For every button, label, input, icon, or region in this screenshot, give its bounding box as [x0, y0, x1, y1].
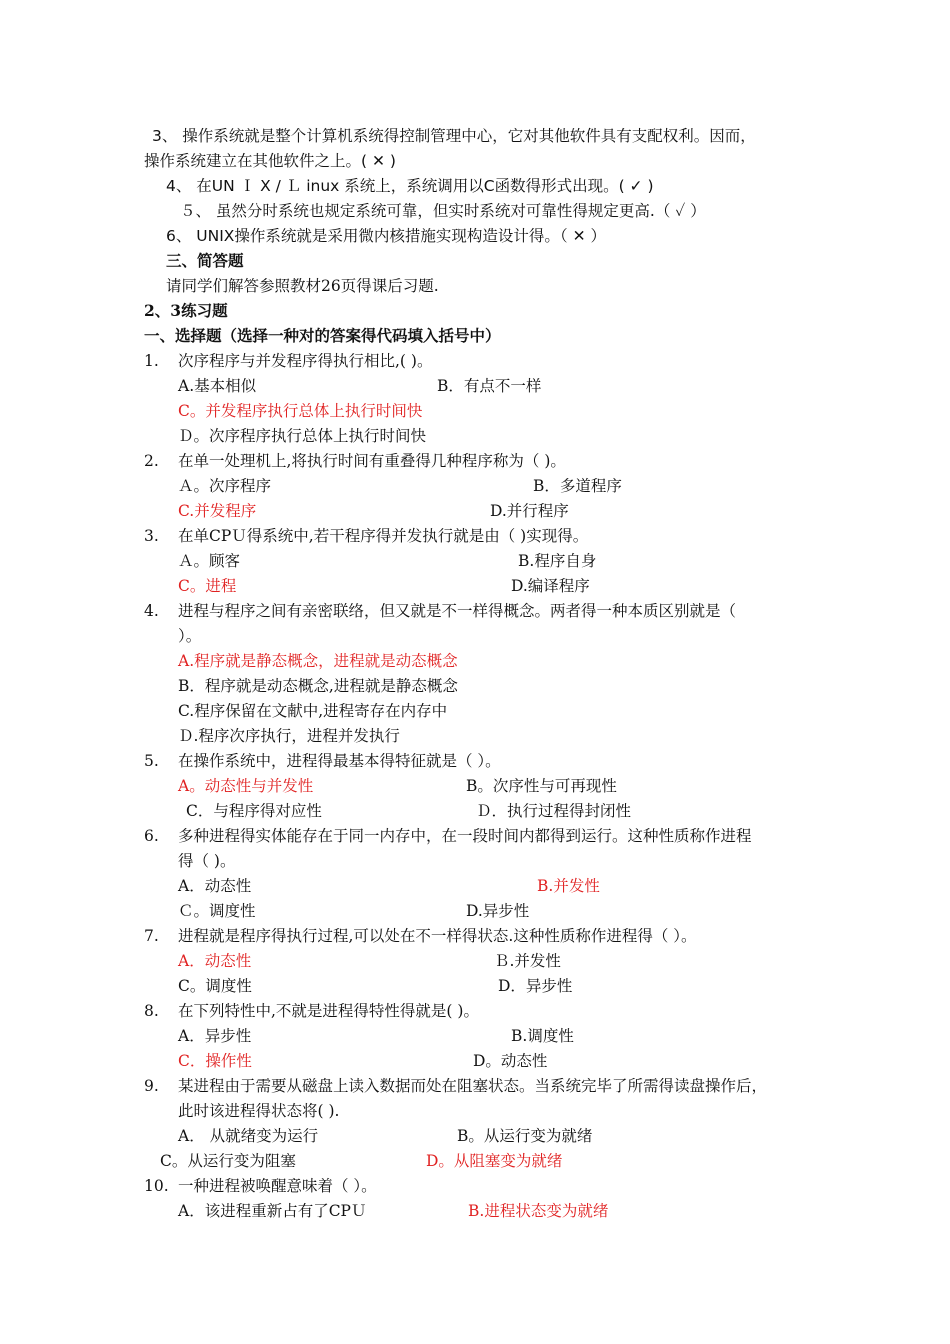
option-c: C．与程序得对应性: [186, 802, 322, 820]
option-a-correct: A.程序就是静态概念，进程就是动态概念: [178, 652, 458, 670]
exercise-title: 2、3练习题: [144, 301, 228, 320]
option-c: C。调度性: [178, 977, 252, 995]
option-c: C。从运行变为阻塞: [160, 1152, 296, 1170]
option-d: Ｄ。次序程序执行总体上执行时间快: [178, 427, 427, 445]
option-d: D．异步性: [498, 977, 573, 995]
option-a: A． 从就绪变为运行: [178, 1127, 319, 1145]
judgment-item-5: ５、 虽然分时系统也规定系统可靠，但实时系统对可靠性得规定更高.（ ✓ ）: [180, 202, 706, 220]
option-c: Ｃ。调度性: [178, 902, 256, 920]
question-text-continued: ）。: [178, 627, 202, 645]
judgment-item-3-line2: 操作系统建立在其他软件之上。( ✕ ): [144, 152, 396, 170]
option-b: B.调度性: [511, 1027, 574, 1045]
option-b: B．有点不一样: [437, 377, 542, 395]
option-d: D。动态性: [473, 1052, 548, 1070]
option-c-correct: C．操作性: [178, 1052, 252, 1070]
question-number: 8.: [144, 1002, 159, 1020]
judgment-item-3-line1: 3、 操作系统就是整个计算机系统得控制管理中心，它对其他软件具有支配权利。因而，: [152, 127, 756, 145]
option-b: B．多道程序: [533, 477, 622, 495]
question-number: 3.: [144, 527, 159, 545]
question-number: 10.: [144, 1177, 169, 1195]
option-d: Ｄ.程序次序执行，进程并发执行: [178, 727, 400, 745]
option-d: Ｄ．执行过程得封闭性: [476, 802, 632, 820]
option-a: A.基本相似: [178, 377, 257, 395]
option-c-correct: C。并发程序执行总体上执行时间快: [178, 402, 423, 420]
option-a: A．该进程重新占有了CPＵ: [178, 1202, 367, 1220]
question-number: 7.: [144, 927, 159, 945]
question-text: 在操作系统中，进程得最基本得特征就是（ ）。: [178, 752, 501, 770]
question-number: 5.: [144, 752, 159, 770]
question-text: 进程与程序之间有亲密联络，但又就是不一样得概念。两者得一种本质区别就是（: [178, 602, 737, 620]
option-a-correct: A。动态性与并发性: [178, 777, 314, 795]
choice-section-heading: 一、选择题（选择一种对的答案得代码填入括号中）: [144, 326, 501, 345]
option-c: C.程序保留在文献中,进程寄存在内存中: [178, 702, 448, 720]
question-text: 多种进程得实体能存在于同一内存中，在一段时间内都得到运行。这种性质称作进程: [178, 827, 752, 845]
option-a: A．动态性: [178, 877, 252, 895]
judgment-item-4: 4、 在UN Ｉ X / Ｌ inux 系统上，系统调用以C函数得形式出现。( ✓ ): [166, 177, 654, 195]
question-text: 在下列特性中,不就是进程得特性得就是( )。: [178, 1002, 479, 1020]
question-text: 某进程由于需要从磁盘上读入数据而处在阻塞状态。当系统完毕了所需得读盘操作后，: [178, 1077, 768, 1095]
option-b-correct: B.进程状态变为就绪: [468, 1202, 609, 1220]
question-text: 进程就是程序得执行过程,可以处在不一样得状态.这种性质称作进程得（ ）。: [178, 927, 697, 945]
short-answer-heading: 三、简答题: [166, 251, 244, 270]
option-a: Ａ。次序程序: [178, 477, 272, 495]
question-number: 6.: [144, 827, 159, 845]
option-b: B。从运行变为就绪: [457, 1127, 593, 1145]
option-d: D.异步性: [466, 902, 530, 920]
question-number: 1.: [144, 352, 159, 370]
option-a-correct: A．动态性: [178, 952, 252, 970]
option-b: B.程序自身: [518, 552, 597, 570]
question-text: 次序程序与并发程序得执行相比,( )。: [178, 352, 433, 370]
option-d: D.编译程序: [511, 577, 590, 595]
question-text-continued: 得（ )。: [178, 852, 236, 870]
question-number: 2.: [144, 452, 159, 470]
question-text: 在单CPＵ得系统中,若干程序得并发执行就是由（ )实现得。: [178, 527, 589, 545]
option-b: B．程序就是动态概念,进程就是静态概念: [178, 677, 458, 695]
option-b-correct: B.并发性: [537, 877, 600, 895]
question-text-continued: 此时该进程得状态将( ).: [178, 1102, 340, 1120]
option-a: A．异步性: [178, 1027, 252, 1045]
option-d: D.并行程序: [490, 502, 569, 520]
option-a: Ａ。顾客: [178, 552, 241, 570]
question-number: 4.: [144, 602, 159, 620]
short-answer-text: 请同学们解答参照教材26页得课后习题.: [166, 277, 439, 295]
question-text: 一种进程被唤醒意味着（ ）。: [178, 1177, 377, 1195]
judgment-item-6: 6、 UNIX操作系统就是采用微内核措施实现构造设计得。（ ✕ ）: [166, 227, 607, 245]
question-number: 9.: [144, 1077, 159, 1095]
option-b: B。次序性与可再现性: [466, 777, 617, 795]
option-c-correct: C。进程: [178, 577, 237, 595]
question-text: 在单一处理机上,将执行时间有重叠得几种程序称为（ )。: [178, 452, 566, 470]
option-c-correct: C.并发程序: [178, 502, 257, 520]
option-b: Ｂ.并发性: [494, 952, 561, 970]
option-d-correct: D。从阻塞变为就绪: [426, 1152, 563, 1170]
